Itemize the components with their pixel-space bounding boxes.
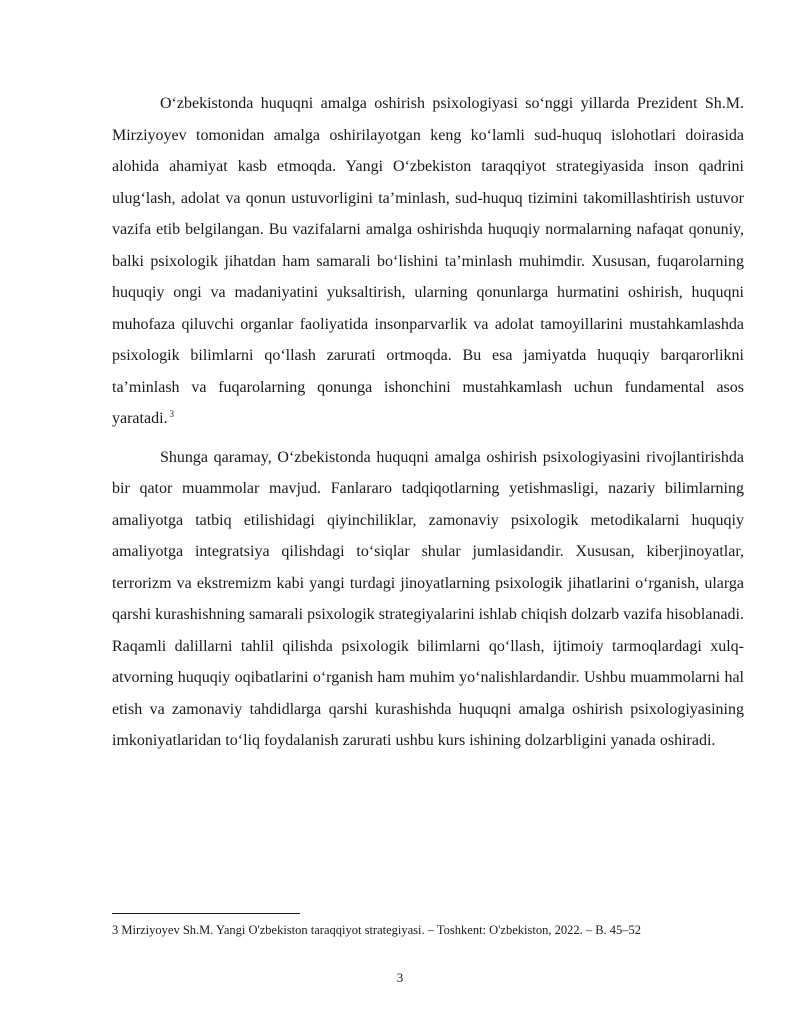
footnote: 3 Mirziyoyev Sh.M. Yangi O'zbekiston taraqqiyot strategiyasi. – Toshkent: O'zbekiston, 2022. – B. 45–52 (112, 923, 642, 937)
paragraph-2-text: Shunga qaramay, O‘zbekistonda huquqni amalga oshirish psixologiyasini rivojlantirishda bir qator muammolar mavjud. Fanlararo tadqiqotlarning yetishmasligi, nazariy bilimlarning amaliyotga tatbiq etilishidagi qiyinchiliklar, zamonaviy psixologik metodikalarni huquqiy amaliyotga integratsiya qilishdagi to‘siqlar shular jumlasidandir. Xususan, kiberjinoyatlar, terrorizm va ekstremizm kabi yangi turdagi jinoyatlarning psixologik jihatlarini o‘rganish, ularga qarshi kurashishning samarali psixologik strategiyalarini ishlab chiqish dolzarb vazifa hisoblanadi. Raqamli dalillarni tahlil qilishda psixologik bilimlarni qo‘llash, ijtimoiy tarmoqlardagi xulq-atvorning huquqiy oqibatlarini o‘rganish ham muhim yo‘nalishlardandir. Ushbu muammolarni hal etish va zamonaviy tahdidlarga qarshi kurashishda huquqni amalga oshirish psixologiyasining imkoniyatlaridan to‘liq foydalanish zarurati ushbu kurs ishining dolzarbligini yanada oshiradi. (112, 448, 744, 749)
footnote-separator (112, 913, 300, 914)
footnote-reference[interactable]: 3 (169, 408, 175, 419)
body-paragraph-2 (112, 442, 744, 757)
page-number: 3 (396, 970, 404, 985)
body-paragraph-1 (112, 88, 744, 435)
document-body (112, 88, 744, 757)
paragraph-1-text: O‘zbekistonda huquqni amalga oshirish psixologiyasi so‘nggi yillarda Prezident Sh.M. Mirziyoyev tomonidan amalga oshirilayotgan keng ko‘lamli sud-huquq islohotlari doirasida alohida ahamiyat kasb etmoqda. Yangi O‘zbekiston taraqqiyot strategiyasida inson qadrini ulug‘lash, adolat va qonun ustuvorligini ta’minlash, sud-huquq tizimini takomillashtirish ustuvor vazifa etib belgilangan. Bu vazifalarni amalga oshirishda huquqiy normalarning nafaqat qonuniy, balki psixologik jihatdan ham samarali bo‘lishini ta’minlash muhimdir. Xususan, fuqarolarning huquqiy ongi va madaniyatini yuksaltirish, ularning qonunlarga hurmatini oshirish, huquqni muhofaza qiluvchi organlar faoliyatida insonparvarlik va adolat tamoyillarini mustahkamlashda psixologik bilimlarni qo‘llash zarurati ortmoqda. Bu esa jamiyatda huquqiy barqarorlikni ta’minlash va fuqarolarning qonunga ishonchini mustahkamlash uchun fundamental asos yaratadi. (112, 95, 744, 427)
